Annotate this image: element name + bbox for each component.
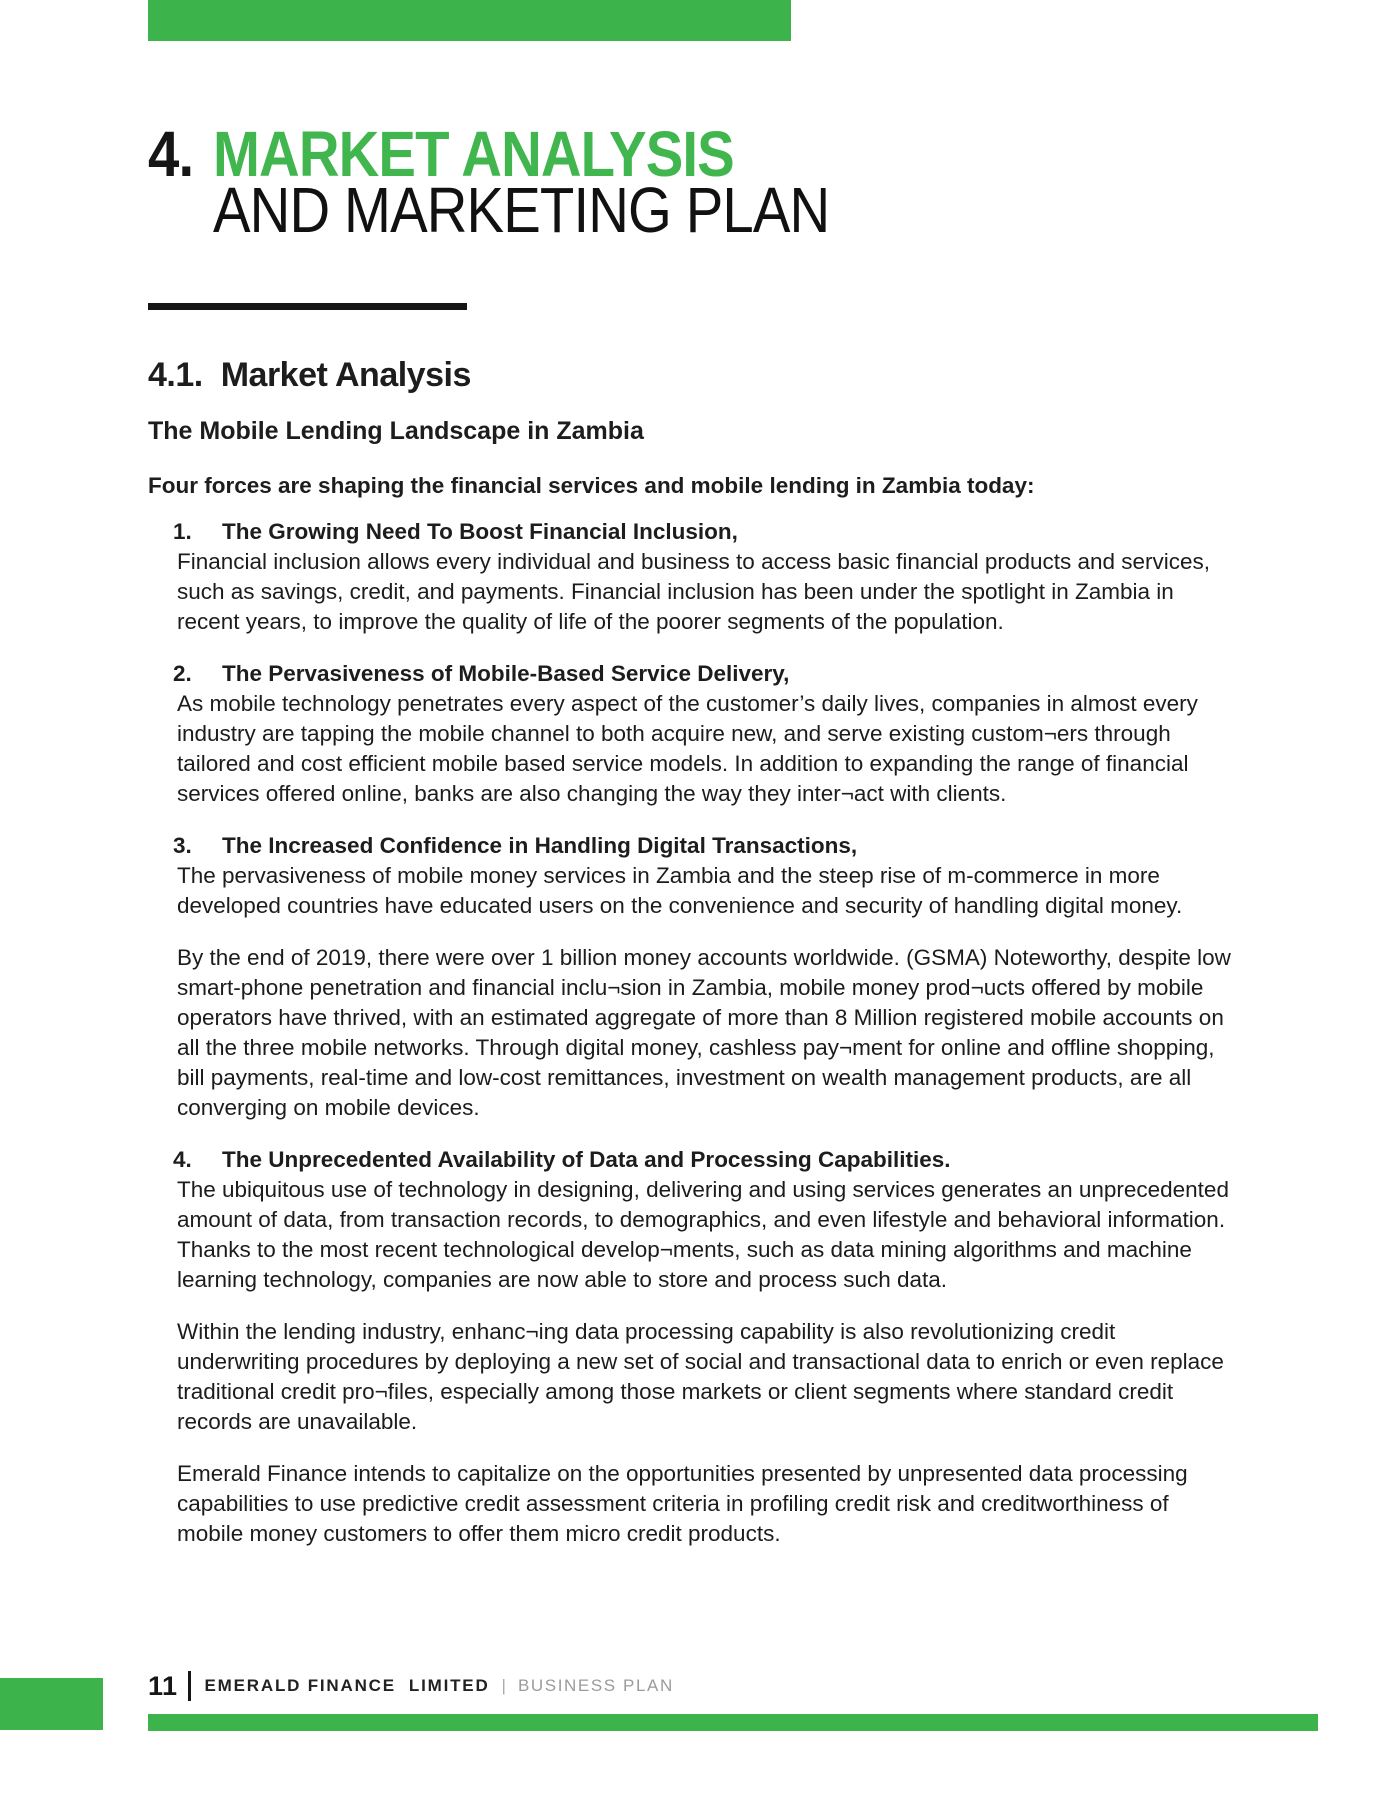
footer-bottom-bar xyxy=(148,1714,1318,1731)
force-number: 4. xyxy=(173,1147,192,1172)
force-heading: The Pervasiveness of Mobile-Based Service Delivery, xyxy=(222,661,790,686)
force-number: 2. xyxy=(173,661,192,686)
force-head xyxy=(148,517,1268,547)
force-paragraph: By the end of 2019, there were over 1 billion money accounts worldwide. (GSMA) Noteworthy, despite low smart-phone penetration and financial inclu¬sion in Zambia, mobile money prod¬ucts offered by mobile operators have thrived, with an estimated aggregate of more than 8 Million registered mobile accounts on all the three mobile networks. Through digital money, cashless pay¬ment for online and offline shopping, bill payments, real-time and low-cost remittances, investment on wealth management products, are all converging on mobile devices. xyxy=(177,945,1231,1120)
force-head xyxy=(148,831,1268,861)
force-paragraph: Financial inclusion allows every individual and business to access basic financial products and services, such as savings, credit, and payments. Financial inclusion has been under the spotlight in Zambia in recent years, to improve the quality of life of the poorer segments of the population. xyxy=(177,549,1211,634)
company-name: EMERALD FINANCE LIMITED xyxy=(204,1676,490,1695)
force-head xyxy=(148,1145,1268,1175)
forces-list xyxy=(148,517,1268,1549)
document-name: BUSINESS PLAN xyxy=(517,1676,674,1695)
chapter-number: 4. xyxy=(148,118,194,190)
force-item xyxy=(148,517,1268,637)
force-paragraph: The pervasiveness of mobile money services in Zambia and the steep rise of m-commerce in more developed countries have educated users on the convenience and security of handling digital money. xyxy=(177,863,1183,918)
force-body xyxy=(148,689,1268,809)
force-paragraph: Emerald Finance intends to capitalize on the opportunities presented by unpresented data processing capabilities to use predictive credit assessment criteria in profiling credit risk and creditworthiness of mobile money customers to offer them micro credit products. xyxy=(177,1461,1188,1546)
section-number: 4.1. xyxy=(148,356,203,394)
force-body xyxy=(148,547,1268,637)
force-heading: The Increased Confidence in Handling Digital Transactions, xyxy=(222,833,858,858)
subsection-heading: The Mobile Lending Landscape in Zambia xyxy=(148,417,644,445)
chapter-title xyxy=(148,118,914,246)
footer-separator: | xyxy=(501,1676,506,1695)
footer-left-accent-block xyxy=(0,1678,103,1730)
force-paragraph: As mobile technology penetrates every aspect of the customer’s daily lives, companies in almost every industry are tapping the mobile channel to both acquire new, and serve existing custom¬ers through tailored and cost efficient mobile based service models. In addition to expanding the range of financial services offered online, banks are also changing the way they inter¬act with clients. xyxy=(177,691,1198,806)
force-head xyxy=(148,659,1268,689)
page-title-line2: AND MARKETING PLAN xyxy=(213,174,830,246)
force-body xyxy=(148,861,1268,1123)
title-rule xyxy=(148,303,467,310)
page-footer xyxy=(148,1668,674,1704)
force-item xyxy=(148,659,1268,809)
force-paragraph: Within the lending industry, enhanc¬ing data processing capability is also revolutionizing credit underwriting procedures by deploying a new set of social and transactional data to enrich or even replace traditional credit pro¬files, especially among those markets or client segments where standard credit records are unavailable. xyxy=(177,1319,1224,1434)
force-paragraph: The ubiquitous use of technology in designing, delivering and using services generates an unprecedented amount of data, from transaction records, to demographics, and even lifestyle and behavioral information. Thanks to the most recent technological develop¬ments, such as data mining algorithms and machine learning technology, companies are now able to store and process such data. xyxy=(177,1177,1229,1292)
page-body xyxy=(148,356,1268,1571)
force-heading: The Growing Need To Boost Financial Inclusion, xyxy=(222,519,738,544)
intro-paragraph: Four forces are shaping the financial services and mobile lending in Zambia today: xyxy=(148,473,1035,498)
section-heading xyxy=(148,356,1268,395)
page-title-line1: MARKET ANALYSIS xyxy=(213,118,735,190)
force-heading: The Unprecedented Availability of Data and Processing Capabilities. xyxy=(222,1147,951,1172)
top-accent-bar xyxy=(148,0,791,41)
section-title: Market Analysis xyxy=(220,356,471,394)
force-number: 3. xyxy=(173,833,192,858)
force-item xyxy=(148,1145,1268,1549)
chapter-title-lines xyxy=(213,118,913,246)
page-number: 11 xyxy=(148,1670,178,1701)
force-body xyxy=(148,1175,1268,1549)
force-item xyxy=(148,831,1268,1123)
footer-divider-bar xyxy=(188,1671,191,1701)
force-number: 1. xyxy=(173,519,192,544)
